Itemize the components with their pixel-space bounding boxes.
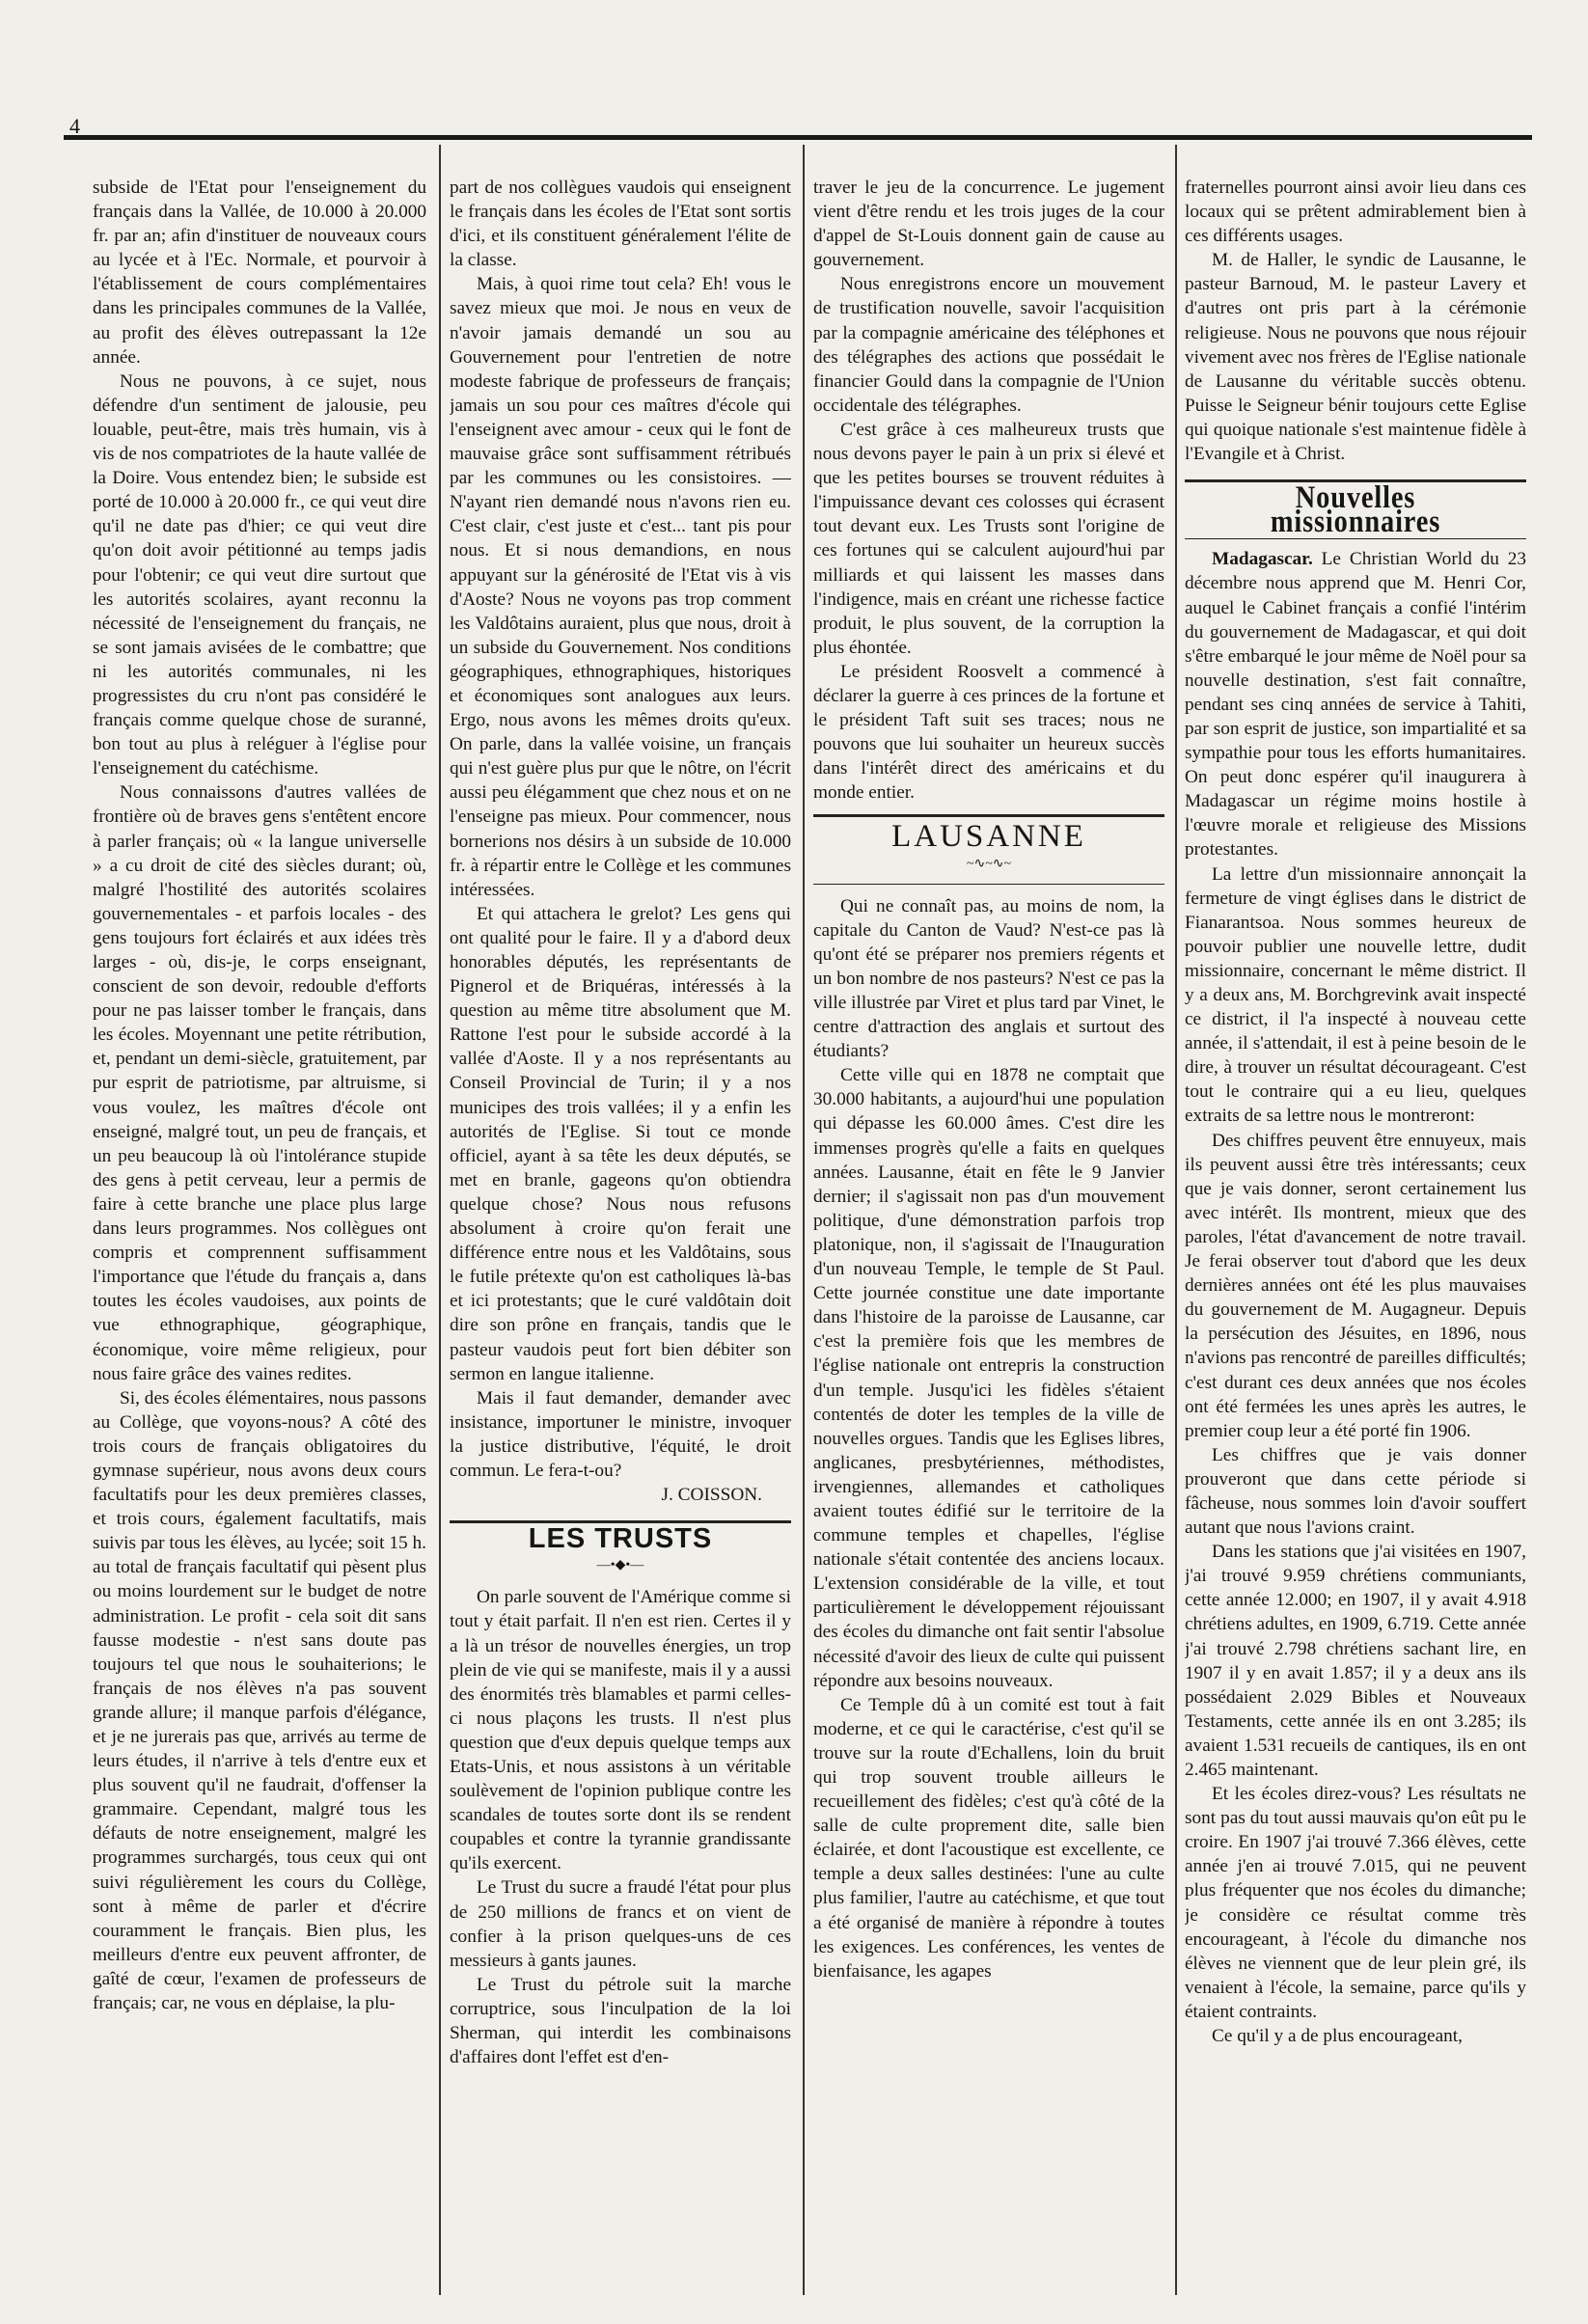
article-paragraph: On parle souvent de l'Amérique comme si tout y était parfait. Il n'en est rien. Certes il y a là un trésor de nouvelles énergies, un trop plein de vie qui se manifeste, mais il y a aussi des énormités très blamables et parmi celles-ci nous plaçons les trusts. Il n'est plus question que d'eux depuis quelque temps aux Etats-Unis, et nous assistons à un véritable soulèvement de l'opinion publique contre les scandales de toutes sorte dont ils se rendent coupables et contre la tyrannie grandissante qu'ils exercent. (450, 1587, 791, 1874)
article-paragraph: fraternelles pourront ainsi avoir lieu dans ces locaux qui se prêtent admirablement bien à ces différents usages. (1185, 178, 1526, 247)
column-divider (803, 145, 805, 2295)
column-divider (1175, 145, 1177, 2295)
dateline: Madagascar. (1212, 549, 1313, 570)
article-paragraph: Les chiffres que je vais donner prouveront que dans cette période si fâcheuse, nous sommes loin d'avoir souffert autant que nous l'avions craint. (1185, 1444, 1526, 1539)
article-paragraph: Nous connaissons d'autres vallées de frontière où de braves gens s'entêtent encore à parler français; où « la langue universelle » a cu droit de cité des siècles durant; où, malgré l'hostilité des autorités scolaires gouvernementales - et parfois locales - des gens toujours fort éclairés et aux idées très larges - où, dis-je, le corps enseignant, conscient de son devoir, redouble d'efforts pour ne pas laisser tomber le français, dans les écoles. Moyennant une petite rétribution, et, pendant un demi-siècle, gratuitement, par pur esprit de patriotisme, par altruisme, si vous voulez, les maîtres d'école ont enseigné, malgré tout, un peu de français, et un peu beaucoup là où l'intolérance stupide des gens à petit cerveau, leur a permis de faire à cette branche une place plus large dans leurs programmes. Nos collègues ont compris et comprennent suffisamment l'importance que l'étude du français a, dans toutes les écoles vaudoises, aux points de vue ethnographique, géographique, économique, voire même religieux, pour nous faire grâce des vaines redites. (93, 782, 426, 1384)
article-paragraph: Si, des écoles élémentaires, nous passons au Collège, que voyons-nous? A côté des trois cours de français obligatoires du gymnase supérieur, nous avons deux cours facultatifs pour les deux premières classes, et trois cours, également facultatifs, mais suivis par tous les élèves, au lycée; soit 15 h. au total de français facultatif qui pèsent plus ou moins lourdement sur le budget de notre administration. Le profit - cela soit dit sans fausse modestie - n'est sans doute pas toujours tel que nous le souhaiterions; le français de nos élèves n'a pas souvent grande allure; il manque parfois d'élégance, et je ne jurerais pas que, arrivés au terme de leurs études, il n'arrive à tels d'entre eux et plus souvent qu'il ne faudrait, d'offenser la grammaire. Cependant, malgré tous les défauts de notre enseignement, malgré les programmes surchargés, tous ceux qui ont suivi régulièrement les cours du Collège, sont à même de parler et d'écrire couramment le français. Bien plus, les meilleurs d'entre eux peuvent affronter, de gaîté de cœur, l'examen de professeurs de français; car, ne vous en déplaise, la plu- (93, 1387, 426, 2014)
section-title: LAUSANNE (891, 819, 1086, 855)
article-signature: J. COISSON. (661, 1485, 762, 1506)
article-paragraph: Le Trust du sucre a fraudé l'état pour plus de 250 millions de francs et on vient de confier à la prison quelques-uns de ces messieurs à gants jaunes. (450, 1877, 791, 1971)
section-header-missions (1185, 479, 1526, 539)
page-number: 4 (69, 114, 80, 138)
ornament-icon: —•◆•— (596, 1558, 644, 1573)
article-paragraph: Cette ville qui en 1878 ne comptait que 30.000 habitants, a aujourd'hui une population qui dépasse les 60.000 âmes. C'est dire les immenses progrès qu'elle a faits en quelques années. Lausanne, était en fête le 9 Janvier dernier; il s'agissait non pas d'un mouvement politique, d'une démonstration parfois trop platonique, non, il s'agissait de l'Inauguration d'un nouveau Temple, le temple de St Paul. Cette journée constitue une date importante dans l'histoire de la paroisse de Lausanne, car c'est la première fois que les membres de l'église nationale ont entrepris la construction d'un temple. Jusqu'ici les fidèles s'étaient contentés de doter les temples de la ville de nouvelles orgues. Tandis que les Eglises libres, anglicanes, presbytériennes, méthodistes, irvengiennes, allemandes et catholiques avaient toutes édifié sur le territoire de la commune temples et chapelles, l'église nationale s'était contentée des anciens locaux. L'extension considérable de la ville, et tout particulièrement le développement réjouissant des écoles du dimanche ont fait sentir l'absolue nécessité d'avoir des lieux de culte qui puissent répondre aux besoins nouveaux. (813, 1065, 1164, 1691)
header-rule (64, 135, 1532, 140)
section-title: LES TRUSTS (528, 1523, 713, 1555)
article-paragraph: Qui ne connaît pas, au moins de nom, la capitale du Canton de Vaud? N'est-ce pas là qu'ont été se préparer nos premiers régents et un bon nombre de nos pasteurs? N'est ce pas la ville illustrée par Viret et plus tard par Vinet, le centre d'attraction des anglais et surtout des étudiants? (813, 895, 1164, 1062)
section-header-lausanne (813, 814, 1164, 884)
article-paragraph: traver le jeu de la concurrence. Le jugement vient d'être rendu et les trois juges de la cour d'appel de St-Louis donnent gain de cause au gouvernement. (813, 178, 1164, 271)
column-divider (439, 145, 441, 2295)
article-paragraph: Et les écoles direz-vous? Les résultats ne sont pas du tout aussi mauvais qu'on eût pu le croire. En 1907 j'ai trouvé 7.366 élèves, cette année j'en ai trouvé 7.015, qui ne peuvent plus fréquenter que nos écoles du dimanche; je considère ce résultat comme très encourageant, à l'école du dimanche nos élèves ne viennent que de leur plein gré, ils venaient à l'école, la semaine, parce qu'ils y étaient contraints. (1185, 1784, 1526, 2022)
article-paragraph: Mais, à quoi rime tout cela? Eh! vous le savez mieux que moi. Je nous en veux de n'avoir jamais demandé un sou au Gouvernement pour l'entretien de notre modeste fabrique de professeurs de français; jamais un sou pour ces maîtres d'école qui l'enseignent avec amour - ceux qui le font de mauvaise grâce sont suffisamment rétribués par les communes ou les consistoires. — N'ayant rien demandé nous n'avons rien eu. C'est clair, c'est juste et c'est... tant pis pour nous. Et si nous demandions, en nous appuyant sur la générosité de l'Etat vis à vis d'Aoste? Nous ne voyons pas trop comment les Valdôtains auraient, plus que nous, droit à un subside du Gouvernement. Nos conditions géographiques, ethnographiques, historiques et économiques sont analogues aux leurs. Ergo, nous avons les mêmes droits qu'eux. On parle, dans la vallée voisine, un français qui n'est guère plus pur que le nôtre, on l'écrit aussi peu élégamment que chez nous et on ne l'enseigne pas mieux. Pour commencer, nous bornerions nos désirs à un subside de 10.000 fr. à répartir entre le Collège et les communes intéressées. (450, 274, 791, 900)
article-paragraph: Ce qu'il y a de plus encourageant, (1212, 2026, 1463, 2047)
article-paragraph: C'est grâce à ces malheureux trusts que nous devons payer le pain à un prix si élevé et que les petites bourses se trouvent réduites à l'impuissance devant ces colosses qui écrasent tout devant eux. Les Trusts sont l'origine de ces fortunes qui se calculent aujourd'hui par milliards et qui laissent les masses dans l'indigence, mais en créant une richesse factice produit, le plus souvent, de la corruption la plus éhontée. (813, 419, 1164, 658)
article-paragraph: Le Trust du pétrole suit la marche corruptrice, sous l'inculpation de la loi Sherman, qui interdit les combinaisons d'affaires dont l'effet est d'en- (450, 1974, 791, 2068)
article-paragraph: Le président Roosvelt a commencé à déclarer la guerre à ces princes de la fortune et le président Taft suit ses traces; nous ne pouvons que lui souhaiter un heureux succès dans l'intérêt direct des américains et du monde entier. (813, 661, 1164, 804)
column-1 (93, 176, 426, 2299)
article-paragraph: Dans les stations que j'ai visitées en 1907, j'ai trouvé 9.959 chrétiens communiants, cette année 12.000; en 1907, il y avait 4.918 chrétiens adultes, en 1909, 6.719. Cette année j'ai trouvé 2.798 chrétiens sachant lire, en 1907 il y en avait 1.857; il y a deux ans ils possédaient 2.029 Bibles et Nouveaux Testaments, cette année ils en ont 3.285; ils avaient 1.531 recueils de cantiques, ils en ont 2.465 maintenant. (1185, 1542, 1526, 1780)
article-paragraph (1185, 547, 1526, 861)
column-2 (450, 176, 791, 2299)
article-paragraph: Nous ne pouvons, à ce sujet, nous défendre d'un sentiment de jalousie, peu louable, peut-être, mais très humain, vis à vis de nos compatriotes de la haute vallée de la Doire. Vous entendez bien; le subside est porté de 10.000 à 20.000 fr., ce qui veut dire qu'il ne date pas d'hier; ce qui veut dire qu'on doit avoir pétitionné au temps jadis pour l'obtenir; ce qui veut dire surtout que les autorités scolaires, ayant reconnu la nécessité de l'enseignement du français, ne se sont jamais avisées de le combattre; que ni les autorités communales, ni les progressistes du cru n'ont pas considéré le français comme quelque chose de suranné, bon tout au plus à reléguer à l'église pour l'enseignement du catéchisme. (93, 370, 426, 779)
section-header-trusts (450, 1520, 791, 1577)
article-paragraph: La lettre d'un missionnaire annonçait la fermeture de vingt églises dans le district de Fianarantsoa. Nous sommes heureux de pouvoir publier une nouvelle lettre, dudit missionnaire, concernant le même district. Il y a deux ans, M. Borchgrevink avait inspecté ce district, il l'a inspecté à nouveau cette année, il s'attendait, il est à peine besoin de le dire, à trouver un résultat décourageant. C'est tout le contraire qui a eu lieu, quelques extraits de sa lettre nous le montreront: (1185, 863, 1526, 1127)
article-paragraph: subside de l'Etat pour l'enseignement du français dans la Vallée, de 10.000 à 20.000 fr. par an; afin d'instituer de nouveaux cours au lycée et à l'Ec. Normale, et pourvoir à l'établissement de cours complémentaires dans les principales communes de la Vallée, au profit des élèves outrepassant la 12e année. (93, 178, 426, 368)
section-title: Nouvelles missionnaires (1270, 480, 1441, 540)
article-paragraph: part de nos collègues vaudois qui enseignent le français dans les écoles de l'Etat sont sortis d'ici, et ils constituent généralement l'élite de la classe. (450, 178, 791, 271)
ornament-icon: ~∿~∿~ (966, 856, 1012, 871)
article-paragraph: Mais il faut demander, demander avec insistance, importuner le ministre, invoquer la justice distributive, l'équité, le droit commun. Le fera-t-ou? (450, 1387, 791, 1481)
article-paragraph: Ce Temple dû à un comité est tout à fait moderne, et ce qui le caractérise, c'est qu'il se trouve sur la route d'Echallens, loin du bruit qui trop souvent trouble ailleurs le recueillement des fidèles; c'est qu'à côté de la salle de culte proprement dite, salle bien éclairée, et dont l'acoustique est excellente, ce temple a deux salles destinées: l'une au culte plus familier, l'autre au catéchisme, et que tout a été organisé de manière à répondre à toutes les exigences. Les conférences, les ventes de bienfaisance, les agapes (813, 1694, 1164, 1982)
article-paragraph: Et qui attachera le grelot? Les gens qui ont qualité pour le faire. Il y a d'abord deux honorables députés, les représentants de Pignerol et de Briquéras, intéressés à la question au même titre absolument que M. Rattone l'est pour le subside accordé à la vallée d'Aoste. Il y a nos représentants au Conseil Provincial de Turin; il y a nos municipes des trois vallées; il y a enfin les autorités de l'Eglise. Si tout ce monde officiel, ayant à sa tête les deux députés, se met en branle, gageons qu'on obtiendra quelque chose? Nous nous refusons absolument à croire qu'on ferait une différence entre nous et les Valdôtains, sous le futile prétexte qu'on est catholiques là-bas et ici protestants; que le curé valdôtain doit dire son prône en français, tandis que le pasteur vaudois peut fort bien débiter son sermon en langue italienne. (450, 903, 791, 1384)
article-paragraph: Nous enregistrons encore un mouvement de trustification nouvelle, savoir l'acquisition par la compagnie américaine des téléphones et des télégraphes des actions que possédait le financier Gould dans la compagnie de l'Union occidentale des télégraphes. (813, 274, 1164, 416)
article-paragraph: M. de Haller, le syndic de Lausanne, le pasteur Barnoud, M. le pasteur Lavery et d'autres ont pris part à la cérémonie religieuse. Nous ne pouvons que nous réjouir vivement avec nos frères de l'Eglise nationale de Lausanne du véritable succès obtenu. Puisse le Seigneur bénir toujours cette Eglise qui quoique nationale s'est maintenue fidèle à l'Evangile et à Christ. (1185, 250, 1526, 465)
article-paragraph: Des chiffres peuvent être ennuyeux, mais ils peuvent aussi être très intéressants; ceux que je vais donner, seront certainement lus avec intérêt. Ils montrent, mieux que des paroles, l'état d'avancement de notre travail. Je ferai observer tout d'abord que les deux dernières années ont été les plus mauvaises du gouvernement de M. Augagneur. Depuis la persécution des Jésuites, en 1896, nous n'avions pas rencontré de pareilles difficultés; c'est durant ces deux années que nos écoles ont été fermées les unes après les autres, le premier coup leur a été porté fin 1906. (1185, 1130, 1526, 1441)
column-4 (1185, 176, 1526, 2299)
paragraph-text: Le Christian World du 23 décembre nous apprend que M. Henri Cor, auquel le Cabinet français a confié l'intérim du gouvernement de Madagascar, et qui doit s'être embarqué le jour même de Noël pour sa nouvelle destination, s'est fait connaître, pendant ses cinq années de service à Tahiti, par son esprit de justice, son impartialité et sa sympathie pour tous les efforts humanitaires. On peut donc espérer qu'il inaugurera à Madagascar un régime moins hostile à l'œuvre morale et religieuse des Missions protestantes. (1185, 549, 1526, 861)
column-3 (813, 176, 1164, 2299)
